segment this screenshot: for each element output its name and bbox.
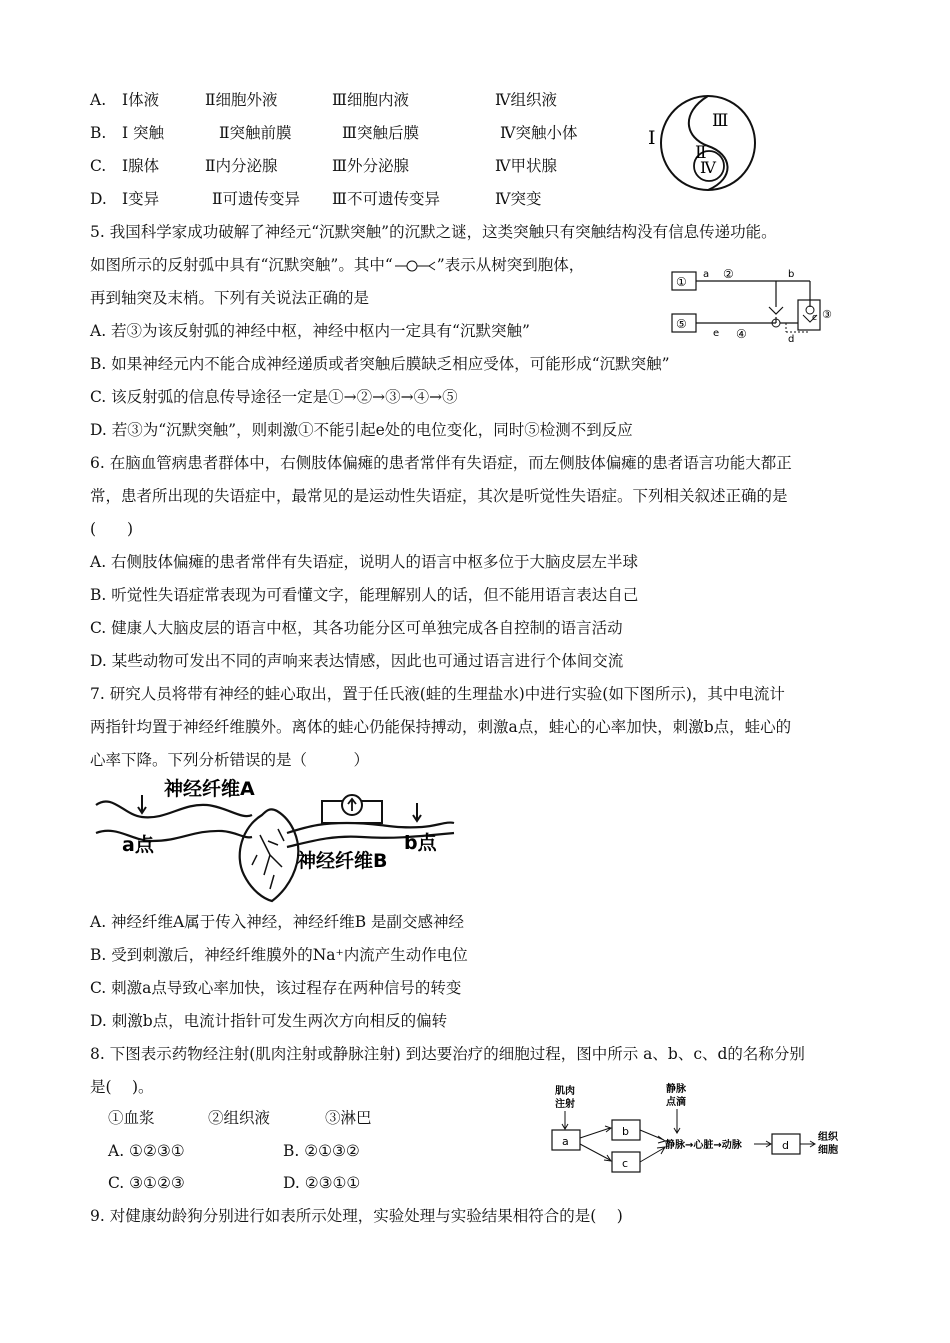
option-letter: A. — [90, 91, 107, 109]
option-col2: Ⅱ细胞外液 — [205, 91, 278, 109]
option-letter: C. — [90, 157, 107, 175]
label-e: e — [713, 328, 720, 339]
q8-stem-line2: 是( )。 — [90, 1078, 154, 1096]
box-b-label: b — [622, 1125, 629, 1138]
q7-stem-line2: 两指针均置于神经纤维膜外。离体的蛙心仍能保持搏动，刺激a点，蛙心的心率加快，刺激b点，蛙心的 — [90, 718, 792, 736]
region-label-4: Ⅳ — [700, 158, 716, 177]
region-label-3: Ⅲ — [712, 111, 729, 131]
option-col1: Ⅰ体液 — [122, 91, 160, 109]
tissue-label-1: 组织 — [818, 1132, 838, 1143]
node-5: ⑤ — [676, 317, 687, 331]
option-col1: Ⅰ腺体 — [122, 157, 160, 175]
q5-stem-line2-part1: 如图所示的反射弧中具有“沉默突触”。其中“ — [90, 256, 393, 274]
q7-option-a: A. 神经纤维A属于传入神经，神经纤维B 是副交感神经 — [90, 913, 465, 931]
muscle-label-1: 肌肉 — [555, 1086, 575, 1097]
q8-option-d: D. ②③①① — [283, 1174, 361, 1192]
choice-tissue-fluid: ②组织液 — [208, 1109, 271, 1127]
vein-label-2: 点滴 — [666, 1097, 686, 1108]
q6-stem-line1: 6. 在脑血管病患者群体中，右侧肢体偏瘫的患者常伴有失语症，而左侧肢体偏瘫的患者语言功能大都正 — [90, 454, 792, 472]
option-col3: Ⅲ外分泌腺 — [332, 157, 409, 175]
region-label-1: Ⅰ — [648, 127, 656, 149]
q6-stem-line2: 常，患者所出现的失语症中，最常见的是运动性失语症，其次是听觉性失语症。下列相关叙述正确的是 — [90, 487, 788, 505]
q7-stem-line3: 心率下降。下列分析错误的是（ ） — [90, 751, 370, 769]
label-d: d — [788, 334, 795, 344]
node-2: ② — [723, 267, 734, 281]
q9-stem-line1: 9. 对健康幼龄狗分别进行如表所示处理，实验处理与实验结果相符合的是( ) — [90, 1207, 623, 1225]
q8-drug-pathway-figure — [548, 1082, 848, 1182]
option-col3: Ⅲ细胞内液 — [332, 91, 409, 109]
option-col3: Ⅲ突触后膜 — [342, 124, 419, 142]
point-b-label: b点 — [404, 832, 437, 854]
point-a-label: a点 — [122, 834, 154, 856]
label-b: b — [788, 269, 795, 280]
box-a-label: a — [562, 1135, 569, 1148]
node-3: ③ — [822, 308, 832, 321]
option-col1: Ⅰ 突触 — [122, 124, 165, 142]
q5-option-d: D. 若③为“沉默突触”，则刺激①不能引起e处的电位变化，同时⑤检测不到反应 — [90, 421, 633, 439]
option-letter: B. — [90, 124, 107, 142]
q8-stem-line1: 8. 下图表示药物经注射(肌肉注射或静脉注射) 到达要治疗的细胞过程，图中所示 a、b、c、d的名称分别 — [90, 1045, 805, 1063]
region-label-2: Ⅱ — [695, 143, 707, 163]
q5-stem-line3: 再到轴突及末梢。下列有关说法正确的是 — [90, 289, 370, 307]
option-col3: Ⅲ不可遗传变异 — [332, 190, 440, 208]
q6-option-d: D. 某些动物可发出不同的声响来表达情感，因此也可通过语言进行个体间交流 — [90, 652, 624, 670]
choice-plasma: ①血浆 — [108, 1109, 155, 1127]
q8-option-a: A. ①②③① — [108, 1142, 185, 1160]
q5-reflex-arc-figure — [668, 262, 838, 344]
muscle-label-2: 注射 — [555, 1099, 575, 1110]
option-col2: Ⅱ内分泌腺 — [205, 157, 278, 175]
node-1: ① — [676, 275, 687, 289]
node-4: ④ — [736, 327, 747, 341]
option-col4: Ⅳ组织液 — [495, 91, 557, 109]
tissue-label-2: 细胞 — [818, 1145, 838, 1156]
box-d-label: d — [782, 1139, 789, 1152]
q7-option-d: D. 刺激b点，电流计指针可发生两次方向相反的偏转 — [90, 1012, 448, 1030]
q6-option-c: C. 健康人大脑皮层的语言中枢，其各功能分区可单独完成各自控制的语言活动 — [90, 619, 623, 637]
fiber-a-label: 神经纤维A — [164, 778, 255, 800]
circulation-flow-label: 静脉→心脏→动脉 — [665, 1140, 742, 1151]
q5-stem-line2-part2: ”表示从树突到胞体， — [436, 256, 585, 274]
q6-stem-line3: ( ) — [90, 520, 134, 538]
q5-stem-line1: 5. 我国科学家成功破解了神经元“沉默突触”的沉默之谜，这类突触只有突触结构没有信息传递功能。 — [90, 223, 777, 241]
q5-option-b: B. 如果神经元内不能合成神经递质或者突触后膜缺乏相应受体，可能形成“沉默突触” — [90, 355, 670, 373]
q5-option-c: C. 该反射弧的信息传导途径一定是①→②→③→④→⑤ — [90, 388, 458, 406]
q4-nested-circle-figure — [640, 88, 770, 198]
option-col4: Ⅳ突变 — [495, 190, 542, 208]
fiber-b-label: 神经纤维B — [297, 850, 388, 872]
q6-option-b: B. 听觉性失语症常表现为可看懂文字，能理解别人的话，但不能用语言表达自己 — [90, 586, 639, 604]
q7-option-b: B. 受到刺激后，神经纤维膜外的Na⁺内流产生动作电位 — [90, 946, 468, 964]
q8-option-b: B. ②①③② — [283, 1142, 360, 1160]
q5-option-a: A. 若③为该反射弧的神经中枢，神经中枢内一定具有“沉默突触” — [90, 322, 530, 340]
q6-option-a: A. 右侧肢体偏瘫的患者常伴有失语症，说明人的语言中枢多位于大脑皮层左半球 — [90, 553, 639, 571]
option-col2: Ⅱ突触前膜 — [219, 124, 292, 142]
option-col4: Ⅳ甲状腺 — [495, 157, 557, 175]
label-c: c — [812, 313, 817, 323]
choice-lymph: ③淋巴 — [325, 1109, 372, 1127]
label-a: a — [703, 269, 710, 280]
option-col4: Ⅳ突触小体 — [500, 124, 578, 142]
q5-stem-line2 — [90, 255, 584, 275]
option-letter: D. — [90, 190, 107, 208]
q7-frog-heart-figure — [92, 775, 462, 903]
q7-stem-line1: 7. 研究人员将带有神经的蛙心取出，置于任氏液(蛙的生理盐水)中进行实验(如下图所示)，其中电流计 — [90, 685, 785, 703]
q7-option-c: C. 刺激a点导致心率加快，该过程存在两种信号的转变 — [90, 979, 462, 997]
neuron-symbol-icon — [393, 259, 437, 273]
box-c-label: c — [622, 1157, 629, 1170]
option-col1: Ⅰ变异 — [122, 190, 160, 208]
option-col2: Ⅱ可遗传变异 — [212, 190, 301, 208]
q8-option-c: C. ③①②③ — [108, 1174, 185, 1192]
vein-label-1: 静脉 — [666, 1084, 686, 1095]
